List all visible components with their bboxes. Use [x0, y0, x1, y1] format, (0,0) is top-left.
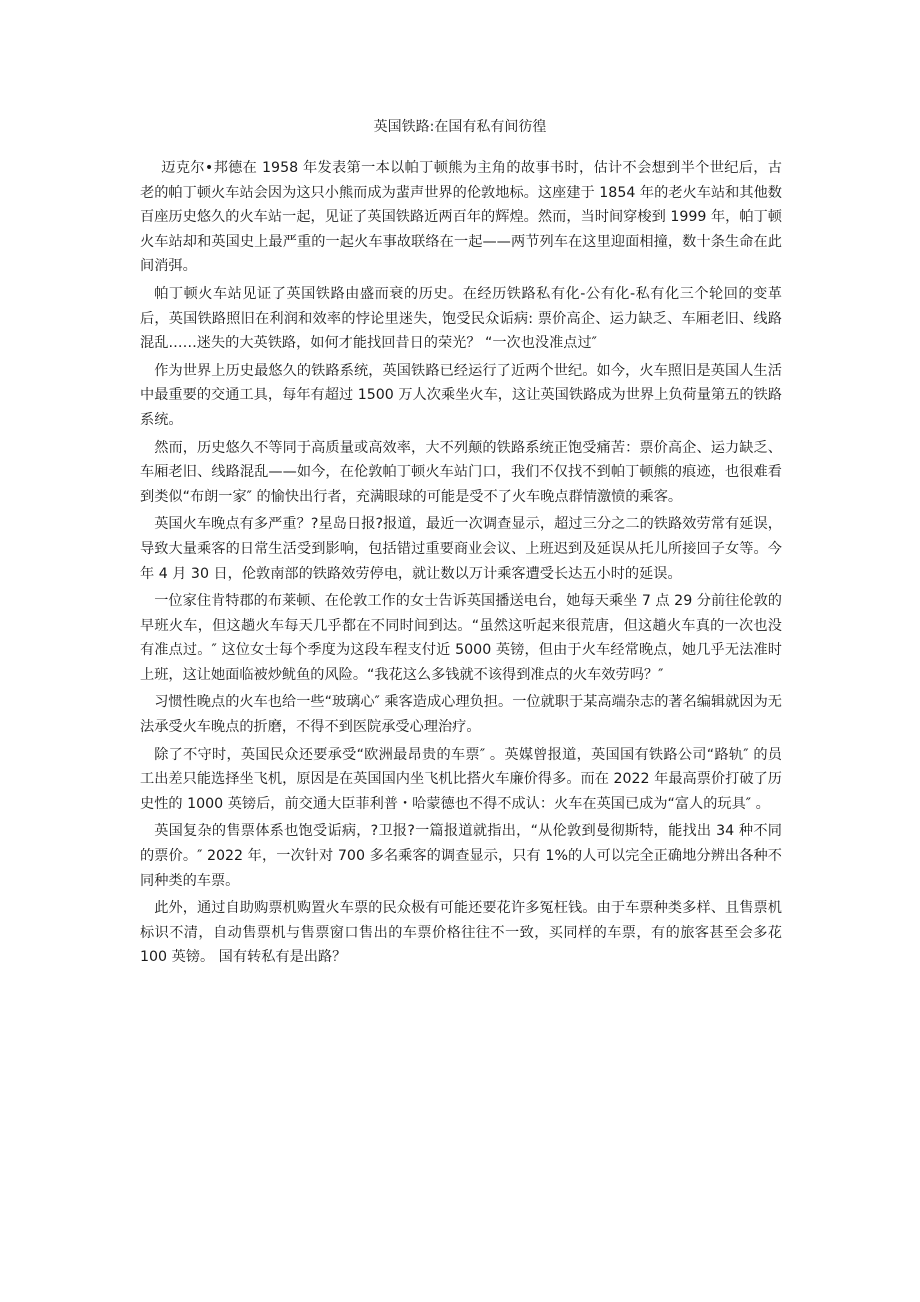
paragraph: 除了不守时，英国民众还要承受“欧洲最昂贵的车票″ 。英媒曾报道，英国国有铁路公司“路轨″ 的员工出差只能选择坐飞机，原因是在英国国内坐飞机比搭火车廉价得多。而在 2022 年最高票价打破了历史性的 1000 英镑后，前交通大臣菲利普・哈蒙德也不得不成认：火车在英国已成为“富人的玩具″ 。	[140, 746, 782, 812]
paragraph: 一位家住肯特郡的布莱顿、在伦敦工作的女士告诉英国播送电台，她每天乘坐 7 点 29 分前往伦敦的早班火车，但这趟火车每天几乎都在不同时间到达。“虽然这听起来很荒唐，但这趟火车真的一次也没有准点过。″ 这位女士每个季度为这段车程支付近 5000 英镑，但由于火车经常晚点，她几乎无法准时上班，这让她面临被炒鱿鱼的风险。“我花这么多钱就不该得到准点的火车效劳吗？″	[140, 593, 782, 683]
document-title: 英国铁路:在国有私有间彷徨	[373, 119, 547, 135]
article-body	[140, 156, 782, 973]
paragraph: 帕丁顿火车站见证了英国铁路由盛而衰的历史。在经历铁路私有化-公有化-私有化三个轮回的变革后，英国铁路照旧在利润和效率的悖论里迷失，饱受民众诟病: 票价高企、运力缺乏、车厢老旧、线路混乱……迷失的大英铁路，如何才能找回昔日的荣光？ “一次也没准点过″	[140, 285, 782, 352]
paragraph: 英国复杂的售票体系也饱受诟病，?卫报?一篇报道就指出，“从伦敦到曼彻斯特，能找出 34 种不同的票价。″ 2022 年，一次针对 700 多名乘客的调查显示，只有 1%的人可以完全正确地分辨出各种不同种类的车票。	[140, 823, 782, 889]
paragraph: 习惯性晚点的火车也给一些“玻璃心″ 乘客造成心理负担。一位就职于某高端杂志的著名编辑就因为无法承受火车晚点的折磨，不得不到医院承受心理治疗。	[140, 694, 782, 736]
paragraph: 然而，历史悠久不等同于高质量或高效率，大不列颠的铁路系统正饱受痛苦：票价高企、运力缺乏、车厢老旧、线路混乱——如今，在伦敦帕丁顿火车站门口，我们不仅找不到帕丁顿熊的痕迹，也很难看到类似“布朗一家″ 的愉快出行者，充满眼球的可能是受不了火车晚点群情激愤的乘客。	[140, 439, 782, 505]
paragraph: 此外，通过自助购票机购置火车票的民众极有可能还要花许多冤枉钱。由于车票种类多样、且售票机标识不清，自动售票机与售票窗口售出的车票价格往往不一致，买同样的车票，有的旅客甚至会多花 100 英镑。 国有转私有是出路？	[140, 900, 782, 966]
paragraph: 迈克尔•邦德在 1958 年发表第一本以帕丁顿熊为主角的故事书时，估计不会想到半个世纪后，古老的帕丁顿火车站会因为这只小熊而成为蜚声世界的伦敦地标。这座建于 1854 年的老火车站和其他数百座历史悠久的火车站一起，见证了英国铁路近两百年的辉煌。然而，当时间穿梭到 1999 年，帕丁顿火车站却和英国史上最严重的一起火车事故联络在一起——两节列车在这里迎面相撞，数十条生命在此间消弭。	[140, 160, 782, 275]
paragraph: 英国火车晚点有多严重？?星岛日报?报道，最近一次调查显示，超过三分之二的铁路效劳常有延误，导致大量乘客的日常生活受到影响，包括错过重要商业会议、上班迟到及延误从托儿所接回子女等。今年 4 月 30 日，伦敦南部的铁路效劳停电，就让数以万计乘客遭受长达五小时的延误。	[140, 516, 782, 582]
paragraph: 作为世界上历史最悠久的铁路系统，英国铁路已经运行了近两个世纪。如今，火车照旧是英国人生活中最重要的交通工具，每年有超过 1500 万人次乘坐火车，这让英国铁路成为世界上负荷量第五的铁路系统。	[140, 362, 782, 428]
